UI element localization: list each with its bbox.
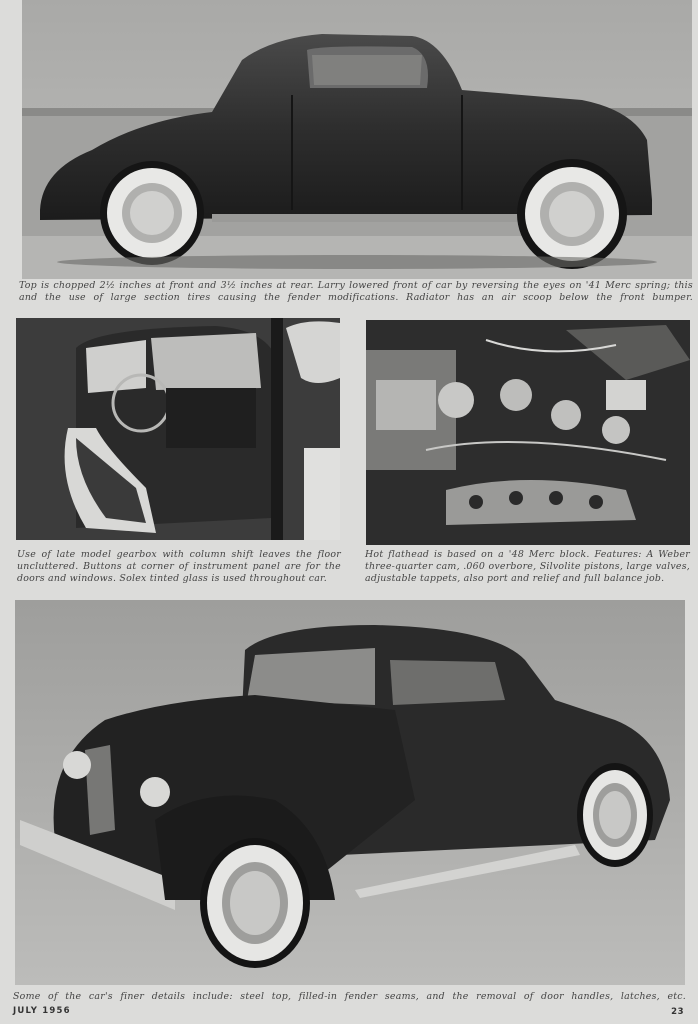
photo-interior xyxy=(16,318,340,540)
photo-side-view xyxy=(22,0,692,279)
engine-image xyxy=(366,320,690,545)
caption-interior: Use of late model gearbox with column shift leaves the floor uncluttered. Buttons at corner of instrument panel are for the doors and windows. Solex tinted glass is used throughout car. xyxy=(17,549,341,584)
caption-engine: Hot flathead is based on a '48 Merc block. Features: A Weber three-quarter cam, .060 overbore, Silvolite pistons, large valves, adjustable tappets, also port and relief and full balance job. xyxy=(365,549,690,584)
caption-side-view: Top is chopped 2½ inches at front and 3½ inches at rear. Larry lowered front of car by reversing the eyes on '41 Merc spring; this and the use of large section tires causing the fender modifications. Radiator has an air scoop below the front bumper. xyxy=(19,280,693,303)
issue-date: JULY 1956 xyxy=(13,1006,71,1016)
photo-engine xyxy=(366,320,690,545)
photo-front-view xyxy=(15,600,685,985)
caption-front-view: Some of the car's finer details include: steel top, filled-in fender seams, and the removal of door handles, latches, etc. xyxy=(13,991,686,1002)
interior-image xyxy=(16,318,340,540)
car-side-view-image xyxy=(22,0,692,279)
car-front-view-image xyxy=(15,600,685,985)
page-number: 23 xyxy=(671,1007,684,1017)
